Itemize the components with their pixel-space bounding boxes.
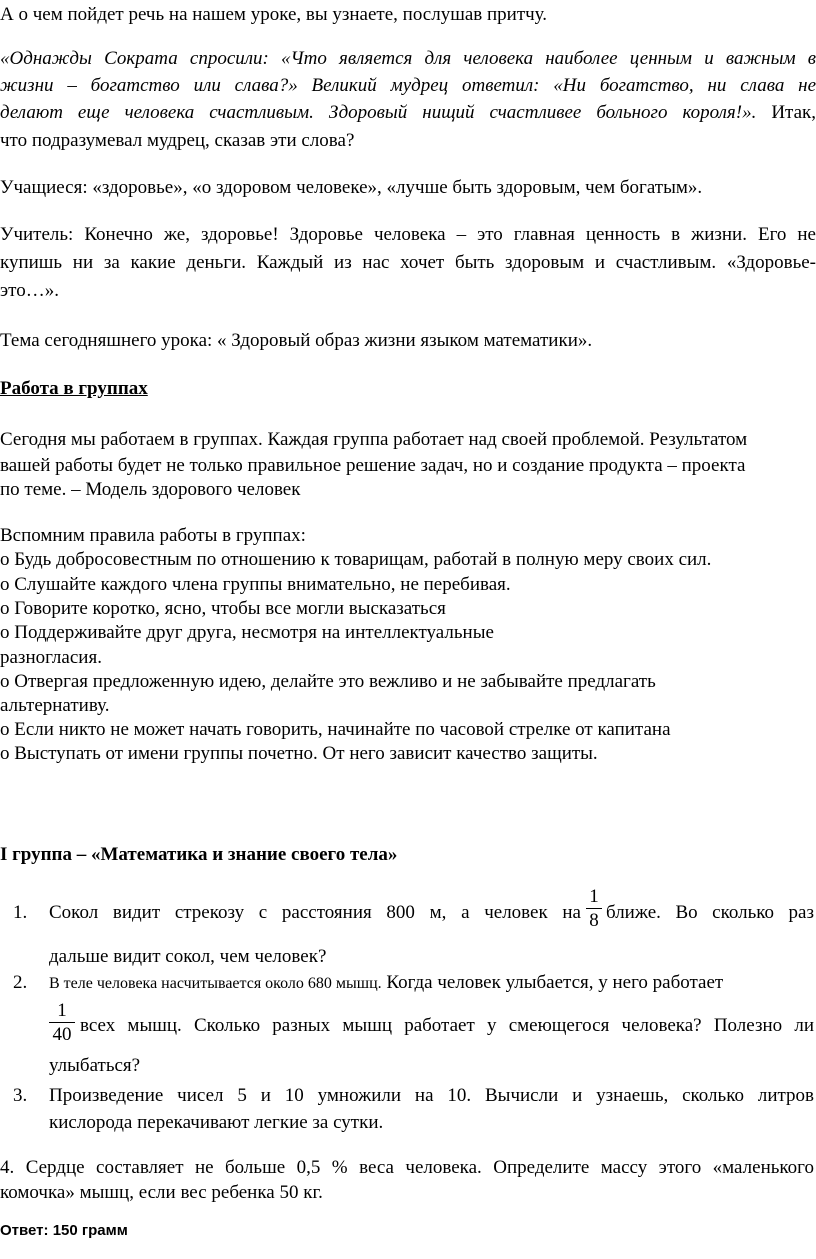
task-text: Когда человек улыбается, у него работает xyxy=(381,972,724,993)
answer-label: Ответ: 150 грамм xyxy=(0,1222,128,1239)
lesson-topic: Тема сегодняшнего урока: « Здоровый образ жизни языком математики». xyxy=(0,330,593,351)
task-text: 4. Сердце составляет не больше 0,5 % веса человека. Определите массу этого «маленького xyxy=(0,1157,814,1178)
fraction-denominator: 8 xyxy=(589,910,599,931)
intro-paragraph: А о чем пойдет речь на нашем уроке, вы узнаете, послушав притчу. xyxy=(0,4,548,25)
fraction-numerator: 1 xyxy=(57,1000,67,1021)
task-text: улыбаться? xyxy=(49,1055,141,1076)
task-text: ближе. Во сколько раз xyxy=(606,902,814,923)
section-title: I группа – «Математика и знание своего тела» xyxy=(0,844,398,865)
parable-line: «Однажды Сократа спросили: «Что является для человека наиболее ценным и важным в xyxy=(0,48,816,69)
list-item: o Слушайте каждого члена группы внимательно, не перебивая. xyxy=(0,574,511,595)
list-item: o Говорите коротко, ясно, чтобы все могли высказаться xyxy=(0,598,446,619)
task-number: 2. xyxy=(13,972,28,993)
list-item: o Выступать от имени группы почетно. От него зависит качество защиты. xyxy=(0,743,598,764)
task-text-small: В теле человека насчитывается около 680 мышц. xyxy=(49,975,382,992)
list-item: разногласия. xyxy=(0,647,102,668)
task-text: дальше видит сокол, чем человек? xyxy=(49,946,327,967)
group-intro-line: Сегодня мы работаем в группах. Каждая группа работает над своей проблемой. Результатом xyxy=(0,429,748,450)
group-intro-line: вашей работы будет не только правильное решение задач, но и создание продукта – проекта xyxy=(0,455,746,476)
parable-line: что подразумевал мудрец, сказав эти слова? xyxy=(0,130,355,151)
students-answer: Учащиеся: «здоровье», «о здоровом человеке», «лучше быть здоровым, чем богатым». xyxy=(0,177,703,198)
teacher-line: купишь ни за какие деньги. Каждый из нас хочет быть здоровым и счастливым. «Здоровье- xyxy=(0,252,816,273)
teacher-line: это…». xyxy=(0,280,59,301)
task-text: комочка» мышц, если вес ребенка 50 кг. xyxy=(0,1182,323,1203)
list-item: o Отвергая предложенную идею, делайте это вежливо и не забывайте предлагать xyxy=(0,671,656,692)
fraction-numerator: 1 xyxy=(589,886,599,907)
task-text: всех мышц. Сколько разных мышц работает у смеющегося человека? Полезно ли xyxy=(80,1015,814,1036)
task-number: 3. xyxy=(13,1085,28,1106)
group-work-heading: Работа в группах xyxy=(0,378,148,399)
list-item: o Если никто не может начать говорить, начинайте по часовой стрелке от капитана xyxy=(0,719,671,740)
task-text: кислорода перекачивают легкие за сутки. xyxy=(49,1112,384,1133)
list-item: альтернативу. xyxy=(0,695,110,716)
fraction-one-fortieth xyxy=(49,1000,75,1047)
parable-line-tail: Итак, xyxy=(756,102,816,123)
group-intro-line: по теме. – Модель здорового человек xyxy=(0,479,301,500)
list-item: o Будь добросовестным по отношению к товарищам, работай в полную меру своих сил. xyxy=(0,549,712,570)
rules-heading: Вспомним правила работы в группах: xyxy=(0,525,306,546)
fraction-denominator: 40 xyxy=(52,1024,72,1045)
task-number: 1. xyxy=(13,902,28,923)
teacher-line: Учитель: Конечно же, здоровье! Здоровье человека – это главная ценность в жизни. Его не xyxy=(0,224,816,245)
parable-line: жизни – богатство или слава?» Великий мудрец ответил: «Ни богатство, ни слава не xyxy=(0,75,816,96)
list-item: o Поддерживайте друг друга, несмотря на интеллектуальные xyxy=(0,622,494,643)
task-text: Сокол видит стрекозу с расстояния 800 м, а человек на xyxy=(49,902,581,923)
fraction-one-eighth xyxy=(586,886,602,933)
parable-line: делают еще человека счастливым. Здоровый нищий счастливее больного короля!». xyxy=(0,102,757,123)
task-text: Произведение чисел 5 и 10 умножили на 10. Вычисли и узнаешь, сколько литров xyxy=(49,1085,814,1106)
